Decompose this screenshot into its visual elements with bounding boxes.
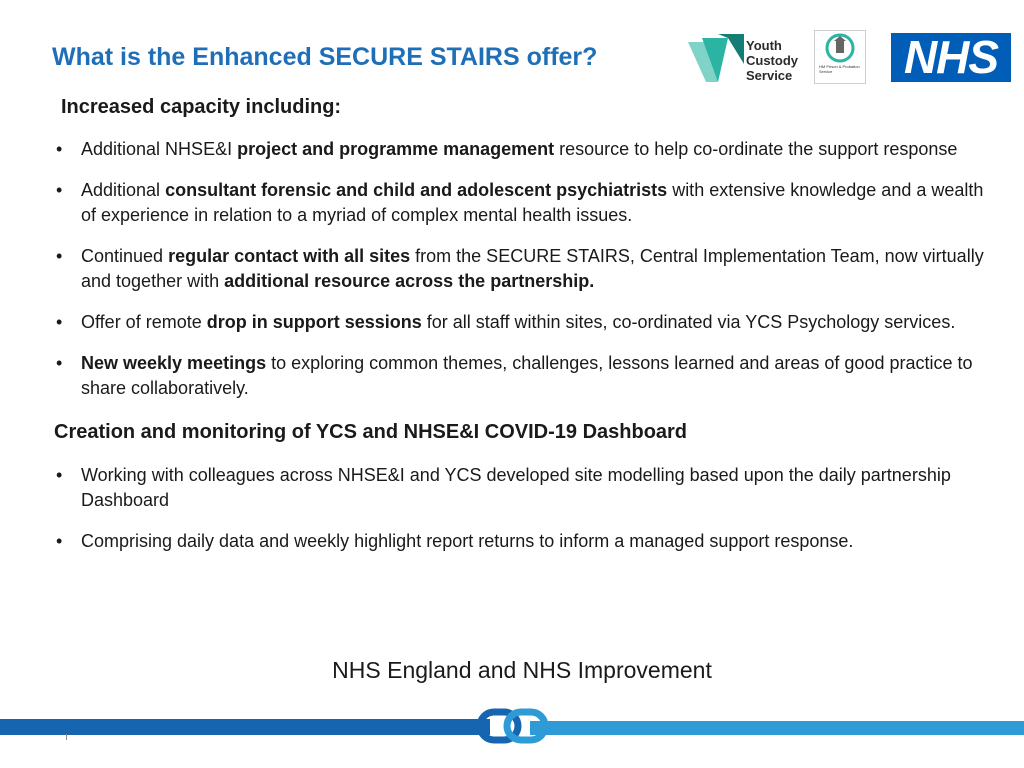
slide-mark xyxy=(66,734,67,740)
bullet-text-bold: consultant forensic and child and adolescent psychiatrists xyxy=(165,180,668,200)
bullet-item xyxy=(54,244,989,294)
bullet-dot-icon: • xyxy=(56,139,63,159)
ycs-logo xyxy=(688,34,806,86)
section-heading-dashboard: Creation and monitoring of YCS and NHSE&I COVID-19 Dashboard xyxy=(54,421,688,443)
bullet-dot-icon: • xyxy=(56,180,63,200)
bullet-item xyxy=(54,351,989,401)
hmpps-logo: HM Prison & Probation Service xyxy=(814,30,866,84)
bullet-dot-icon: • xyxy=(56,465,63,485)
main-content xyxy=(54,96,989,554)
bullet-text-bold: drop in support sessions xyxy=(206,312,422,332)
ycs-chevron-icon xyxy=(688,34,744,86)
footer-organisation: NHS England and NHS Improvement xyxy=(332,657,712,683)
bullet-text: Continued xyxy=(81,246,169,266)
bullet-item xyxy=(54,137,989,162)
dashboard-bullet-list xyxy=(54,463,989,554)
bullet-item xyxy=(54,178,989,228)
bullet-dot-icon: • xyxy=(56,353,63,373)
capacity-bullet-list xyxy=(54,137,989,401)
bullet-dot-icon: • xyxy=(56,246,63,266)
footer-band-dark xyxy=(0,719,490,735)
bullet-text-bold: project and programme management xyxy=(237,139,555,159)
ycs-logo-text: Youth Custody Service xyxy=(746,38,798,83)
bullet-dot-icon: • xyxy=(56,312,63,332)
bullet-text: Offer of remote xyxy=(81,312,207,332)
bullet-item xyxy=(54,463,989,513)
bullet-text: resource to help co-ordinate the support response xyxy=(554,139,958,159)
bullet-text: from the SECURE STAIRS, Central Implementation Team, now virtually and together with xyxy=(81,246,984,291)
bullet-text-bold: regular contact with all sites xyxy=(168,246,411,266)
footer-band-light xyxy=(530,721,1024,735)
bullet-text-bold: additional resource across the partnership. xyxy=(224,271,595,291)
bullet-text: with extensive knowledge and a wealth of experience in relation to a myriad of complex mental health issues. xyxy=(81,180,984,225)
bullet-text: Additional xyxy=(81,180,166,200)
page-title: What is the Enhanced SECURE STAIRS offer? xyxy=(52,43,598,71)
nhs-logo: NHS xyxy=(891,33,1011,82)
bullet-text: Comprising daily data and weekly highlight report returns to inform a managed support response. xyxy=(81,531,854,551)
bullet-item xyxy=(54,310,989,335)
bullet-item xyxy=(54,529,989,554)
crown-crest-icon xyxy=(815,31,865,65)
chain-link-icon xyxy=(475,706,550,746)
bullet-text: Additional NHSE&I xyxy=(81,139,238,159)
bullet-dot-icon: • xyxy=(56,531,63,551)
bullet-text: to exploring common themes, challenges, lessons learned and areas of good practice to share collaboratively. xyxy=(81,353,973,398)
section-heading-capacity: Increased capacity including: xyxy=(61,96,342,118)
bullet-text-bold: New weekly meetings xyxy=(81,353,267,373)
bullet-text: Working with colleagues across NHSE&I and YCS developed site modelling based upon the daily partnership Dashboard xyxy=(81,465,951,510)
bullet-text: for all staff within sites, co-ordinated via YCS Psychology services. xyxy=(421,312,956,332)
